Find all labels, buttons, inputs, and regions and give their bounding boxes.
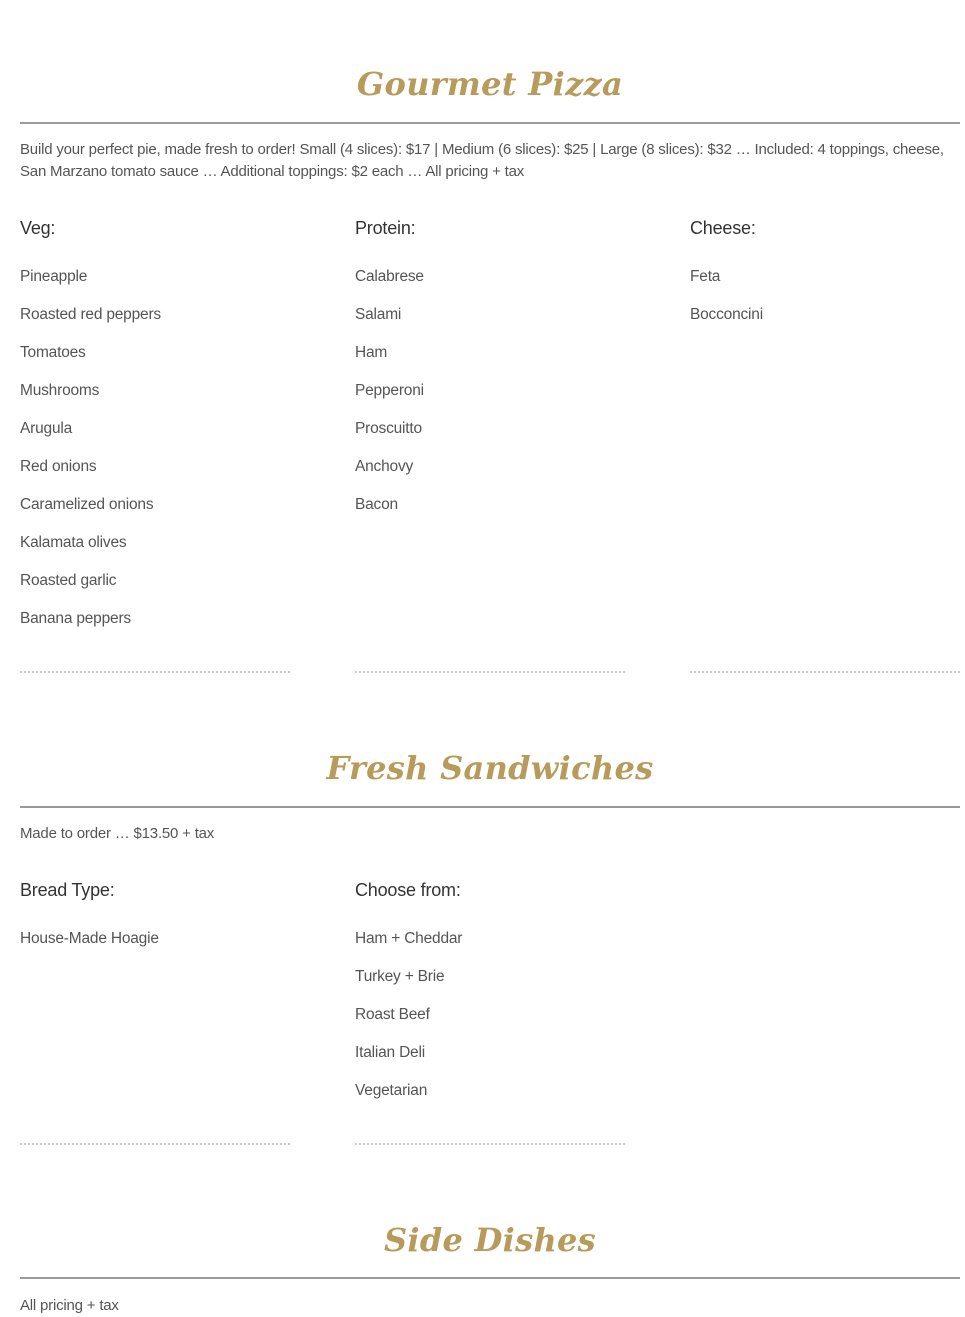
list-item: Roasted red peppers bbox=[20, 306, 161, 323]
list-item: Pepperoni bbox=[355, 382, 424, 399]
column-heading: Veg: bbox=[20, 218, 56, 238]
list-item: Mushrooms bbox=[20, 382, 100, 399]
pizza-column-veg bbox=[20, 216, 290, 647]
sandwiches-column-bread bbox=[20, 878, 290, 967]
list-item: Proscuitto bbox=[355, 420, 422, 437]
list-item: House-Made Hoagie bbox=[20, 930, 159, 947]
list-item: Bocconcini bbox=[690, 306, 763, 323]
sides-divider bbox=[20, 1277, 960, 1279]
pizza-title: Gourmet Pizza bbox=[356, 65, 624, 103]
list-item: Feta bbox=[690, 268, 721, 285]
column-heading: Choose from: bbox=[355, 880, 461, 900]
list-item: Red onions bbox=[20, 458, 97, 475]
list-item: Bacon bbox=[355, 496, 398, 513]
list-item: Tomatoes bbox=[20, 344, 86, 361]
dotted-separator bbox=[20, 671, 290, 673]
dotted-separator bbox=[355, 1143, 625, 1145]
pizza-divider bbox=[20, 122, 960, 124]
sandwiches-column-fillings bbox=[355, 878, 625, 1119]
list-item: Roast Beef bbox=[355, 1006, 430, 1023]
sandwiches-title: Fresh Sandwiches bbox=[326, 749, 654, 787]
list-item: Banana peppers bbox=[20, 610, 131, 627]
list-item: Kalamata olives bbox=[20, 534, 127, 551]
list-item: Calabrese bbox=[355, 268, 424, 285]
list-item: Arugula bbox=[20, 420, 73, 437]
dotted-separator bbox=[20, 1143, 290, 1145]
sides-description: All pricing + tax bbox=[20, 1297, 119, 1314]
pizza-description: Build your perfect pie, made fresh to order! Small (4 slices): $17 | Medium (6 slices): $25 | Large (8 slices): $32 … Included: 4 toppings, cheese, San Marzano tomato sauce … Additional toppings: $2 each … All pricing + tax bbox=[20, 141, 944, 180]
sides-title: Side Dishes bbox=[383, 1221, 596, 1259]
list-item: Vegetarian bbox=[355, 1082, 428, 1099]
dotted-separator bbox=[690, 671, 960, 673]
pizza-section bbox=[20, 0, 960, 700]
list-item: Ham + Cheddar bbox=[355, 930, 463, 947]
list-item: Pineapple bbox=[20, 268, 88, 285]
list-item: Ham bbox=[355, 344, 388, 361]
dotted-separator bbox=[355, 671, 625, 673]
pizza-column-cheese bbox=[690, 216, 960, 343]
pizza-column-protein bbox=[355, 216, 625, 533]
column-heading: Bread Type: bbox=[20, 880, 115, 900]
list-item: Salami bbox=[355, 306, 402, 323]
column-heading: Protein: bbox=[355, 218, 416, 238]
list-item: Turkey + Brie bbox=[355, 968, 445, 985]
column-heading: Cheese: bbox=[690, 218, 756, 238]
sides-section bbox=[20, 1170, 960, 1315]
sandwiches-description: Made to order … $13.50 + tax bbox=[20, 825, 215, 842]
list-item: Roasted garlic bbox=[20, 572, 117, 589]
sandwiches-section bbox=[20, 700, 960, 1170]
list-item: Caramelized onions bbox=[20, 496, 154, 513]
list-item: Anchovy bbox=[355, 458, 414, 475]
sandwiches-divider bbox=[20, 806, 960, 808]
list-item: Italian Deli bbox=[355, 1044, 425, 1061]
